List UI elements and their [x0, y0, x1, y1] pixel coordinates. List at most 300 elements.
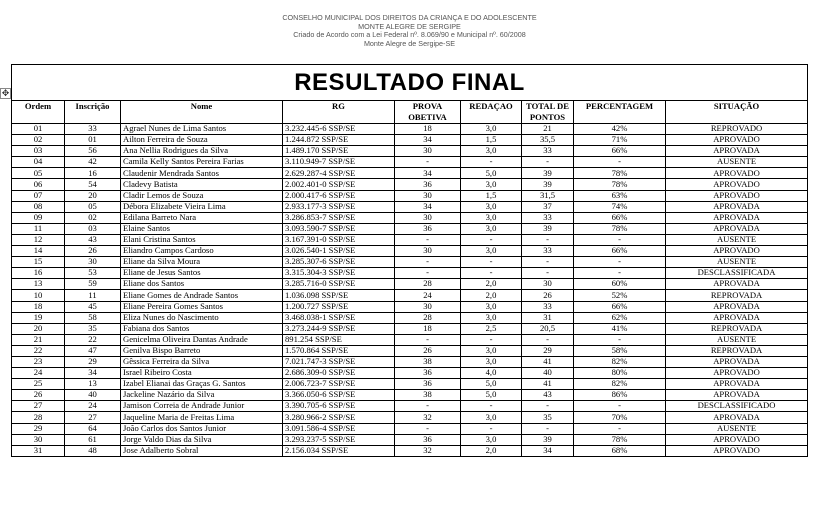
- cell-nome: Eliane de Jesus Santos: [121, 268, 283, 279]
- cell-rg: 3.273.244-9 SSP/SE: [283, 323, 395, 334]
- cell-percentagem: 62%: [574, 312, 666, 323]
- cell-rg: 2.156.034 SSP/SE: [283, 445, 395, 456]
- cell-situacao: APROVADA: [666, 412, 808, 423]
- cell-prova: 30: [395, 190, 461, 201]
- header-legal-basis: Criado de Acordo com a Lei Federal nº. 8.069/90 e Municipal nº. 60/2008: [293, 30, 526, 40]
- cell-rg: 3.286.853-7 SSP/SE: [283, 212, 395, 223]
- cell-redacao: 3,0: [461, 212, 522, 223]
- table-row: [12, 146, 808, 157]
- cell-rg: 1.570.864 SSP/SE: [283, 345, 395, 356]
- cell-prova: 28: [395, 279, 461, 290]
- table-row: [12, 301, 808, 312]
- cell-situacao: APROVADO: [666, 179, 808, 190]
- cell-ordem: 20: [12, 323, 65, 334]
- cell-redacao: 3,0: [461, 356, 522, 367]
- cell-ordem: 28: [12, 412, 65, 423]
- cell-rg: 1.036.098 SSP/SE: [283, 290, 395, 301]
- cell-situacao: APROVADA: [666, 223, 808, 234]
- cell-ordem: 03: [12, 146, 65, 157]
- cell-ordem: 07: [12, 190, 65, 201]
- table-row: [12, 345, 808, 356]
- document-header: [0, 14, 819, 48]
- cell-nome: Genilva Bispo Barreto: [121, 345, 283, 356]
- cell-ordem: 10: [12, 290, 65, 301]
- cell-redacao: 2,0: [461, 279, 522, 290]
- cell-prova: 36: [395, 368, 461, 379]
- cell-nome: Cladir Lemos de Souza: [121, 190, 283, 201]
- header-municipality: MONTE ALEGRE DE SERGIPE: [358, 21, 461, 31]
- cell-total: 39: [522, 434, 574, 445]
- cell-ordem: 24: [12, 368, 65, 379]
- cell-nome: Débora Elizabete Vieira Lima: [121, 201, 283, 212]
- table-row: [12, 390, 808, 401]
- cell-ordem: 26: [12, 390, 65, 401]
- cell-percentagem: 66%: [574, 212, 666, 223]
- cell-ordem: 13: [12, 279, 65, 290]
- cell-inscricao: 05: [65, 201, 121, 212]
- cell-nome: Eliane Gomes de Andrade Santos: [121, 290, 283, 301]
- cell-percentagem: 66%: [574, 146, 666, 157]
- cell-total: -: [522, 268, 574, 279]
- cell-redacao: 3,0: [461, 345, 522, 356]
- column-header-prova: PROVA OBETIVA: [395, 101, 461, 124]
- column-header-ordem: Ordem: [12, 101, 65, 124]
- table-row: [12, 412, 808, 423]
- cell-percentagem: 41%: [574, 323, 666, 334]
- cell-total: 31,5: [522, 190, 574, 201]
- cell-prova: -: [395, 157, 461, 168]
- cell-prova: 18: [395, 323, 461, 334]
- column-header-nome: Nome: [121, 101, 283, 124]
- cell-nome: Eliane Pereira Gomes Santos: [121, 301, 283, 312]
- cell-prova: 34: [395, 201, 461, 212]
- cell-inscricao: 02: [65, 212, 121, 223]
- cell-total: 39: [522, 223, 574, 234]
- cell-nome: Israel Ribeiro Costa: [121, 368, 283, 379]
- cell-total: 29: [522, 345, 574, 356]
- cell-total: -: [522, 334, 574, 345]
- cell-nome: Edilana Barreto Nara: [121, 212, 283, 223]
- cell-prova: -: [395, 401, 461, 412]
- cell-total: 21: [522, 124, 574, 135]
- cell-rg: 2.686.309-0 SSP/SE: [283, 368, 395, 379]
- cell-inscricao: 42: [65, 157, 121, 168]
- cell-rg: 1.489.170 SSP/SE: [283, 146, 395, 157]
- cell-ordem: 11: [12, 223, 65, 234]
- cell-percentagem: 70%: [574, 412, 666, 423]
- page-title: RESULTADO FINAL: [12, 65, 808, 101]
- cell-inscricao: 27: [65, 412, 121, 423]
- cell-total: 33: [522, 246, 574, 257]
- cell-ordem: 30: [12, 434, 65, 445]
- cell-nome: Jaqueline Maria de Freitas Lima: [121, 412, 283, 423]
- cell-redacao: 3,0: [461, 223, 522, 234]
- cell-redacao: 1,5: [461, 135, 522, 146]
- cell-percentagem: 78%: [574, 434, 666, 445]
- cell-ordem: 09: [12, 212, 65, 223]
- cell-situacao: DESCLASSIFICADO: [666, 401, 808, 412]
- cell-situacao: APROVADA: [666, 356, 808, 367]
- cell-nome: João Carlos dos Santos Junior: [121, 423, 283, 434]
- cell-nome: Eliandro Campos Cardoso: [121, 246, 283, 257]
- cell-rg: 3.091.586-4 SSP/SE: [283, 423, 395, 434]
- cell-percentagem: 86%: [574, 390, 666, 401]
- cell-redacao: 3,0: [461, 179, 522, 190]
- cell-inscricao: 01: [65, 135, 121, 146]
- cell-nome: Gêssica Ferreira da Silva: [121, 356, 283, 367]
- cell-redacao: -: [461, 234, 522, 245]
- cell-situacao: APROVADO: [666, 135, 808, 146]
- cell-percentagem: -: [574, 234, 666, 245]
- cell-prova: -: [395, 234, 461, 245]
- table-row: [12, 312, 808, 323]
- cell-percentagem: -: [574, 268, 666, 279]
- table-row: [12, 379, 808, 390]
- cell-percentagem: 66%: [574, 246, 666, 257]
- cell-situacao: APROVADA: [666, 201, 808, 212]
- cell-nome: Eliane da Silva Moura: [121, 257, 283, 268]
- cell-inscricao: 35: [65, 323, 121, 334]
- cell-situacao: APROVADO: [666, 246, 808, 257]
- cell-redacao: -: [461, 157, 522, 168]
- table-row: [12, 368, 808, 379]
- cell-percentagem: 80%: [574, 368, 666, 379]
- cell-situacao: REPROVADA: [666, 290, 808, 301]
- cell-prova: -: [395, 423, 461, 434]
- cell-percentagem: -: [574, 334, 666, 345]
- cell-rg: 1.244.872 SSP/SE: [283, 135, 395, 146]
- cell-redacao: 5,0: [461, 379, 522, 390]
- cell-percentagem: 66%: [574, 301, 666, 312]
- cell-rg: 1.200.727 SSP/SE: [283, 301, 395, 312]
- cell-prova: 30: [395, 146, 461, 157]
- cell-situacao: APROVADA: [666, 146, 808, 157]
- cell-nome: Genicelma Oliveira Dantas Andrade: [121, 334, 283, 345]
- cell-prova: 28: [395, 312, 461, 323]
- column-header-redacao: REDAÇAO: [461, 101, 522, 124]
- cell-rg: 3.285.716-0 SSP/SE: [283, 279, 395, 290]
- cell-rg: 7.021.747-3 SSP/SE: [283, 356, 395, 367]
- cell-situacao: APROVADO: [666, 168, 808, 179]
- cell-prova: -: [395, 334, 461, 345]
- table-row: [12, 279, 808, 290]
- cell-total: 30: [522, 279, 574, 290]
- cell-redacao: -: [461, 334, 522, 345]
- cell-redacao: -: [461, 423, 522, 434]
- cell-total: 41: [522, 379, 574, 390]
- cell-redacao: 3,0: [461, 412, 522, 423]
- table-row: [12, 212, 808, 223]
- cell-ordem: 08: [12, 201, 65, 212]
- cell-percentagem: 82%: [574, 379, 666, 390]
- cell-inscricao: 43: [65, 234, 121, 245]
- cell-nome: Fabiana dos Santos: [121, 323, 283, 334]
- cell-ordem: 27: [12, 401, 65, 412]
- cell-redacao: 3,0: [461, 246, 522, 257]
- cell-total: -: [522, 157, 574, 168]
- cell-prova: 30: [395, 246, 461, 257]
- table-row: [12, 135, 808, 146]
- cell-prova: 36: [395, 179, 461, 190]
- cell-prova: 34: [395, 135, 461, 146]
- cell-redacao: 2,5: [461, 323, 522, 334]
- cell-rg: 3.280.966-2 SSP/SE: [283, 412, 395, 423]
- cell-percentagem: 78%: [574, 179, 666, 190]
- cell-prova: -: [395, 268, 461, 279]
- cell-redacao: 3,0: [461, 124, 522, 135]
- cell-prova: 38: [395, 390, 461, 401]
- cell-situacao: REPROVADO: [666, 124, 808, 135]
- cell-percentagem: 58%: [574, 345, 666, 356]
- cell-total: 39: [522, 168, 574, 179]
- cell-percentagem: 63%: [574, 190, 666, 201]
- cell-rg: 3.468.038-1 SSP/SE: [283, 312, 395, 323]
- table-header-row: [12, 101, 808, 124]
- cell-situacao: APROVADO: [666, 445, 808, 456]
- cell-ordem: 19: [12, 312, 65, 323]
- table-row: [12, 445, 808, 456]
- cell-situacao: APROVADO: [666, 434, 808, 445]
- cell-situacao: AUSENTE: [666, 157, 808, 168]
- cell-percentagem: -: [574, 257, 666, 268]
- cell-total: 31: [522, 312, 574, 323]
- cell-ordem: 18: [12, 301, 65, 312]
- cell-percentagem: 68%: [574, 445, 666, 456]
- cell-inscricao: 48: [65, 445, 121, 456]
- table-row: [12, 356, 808, 367]
- table-row: [12, 190, 808, 201]
- cell-total: 33: [522, 212, 574, 223]
- cell-redacao: 3,0: [461, 146, 522, 157]
- cell-prova: 36: [395, 434, 461, 445]
- cell-situacao: AUSENTE: [666, 423, 808, 434]
- column-header-percentagem: PERCENTAGEM: [574, 101, 666, 124]
- cell-nome: Elaine Santos: [121, 223, 283, 234]
- table-row: [12, 423, 808, 434]
- cell-nome: Camila Kelly Santos Pereira Farias: [121, 157, 283, 168]
- cell-percentagem: -: [574, 423, 666, 434]
- cell-nome: Jackeline Nazário da Silva: [121, 390, 283, 401]
- cell-total: 35: [522, 412, 574, 423]
- cell-nome: Ailton Ferreira de Souza: [121, 135, 283, 146]
- table-row: [12, 257, 808, 268]
- cell-inscricao: 30: [65, 257, 121, 268]
- cell-total: 34: [522, 445, 574, 456]
- cell-inscricao: 20: [65, 190, 121, 201]
- cell-redacao: 3,0: [461, 201, 522, 212]
- cell-percentagem: 42%: [574, 124, 666, 135]
- cell-redacao: -: [461, 268, 522, 279]
- cell-total: -: [522, 401, 574, 412]
- cell-prova: -: [395, 257, 461, 268]
- cell-total: 39: [522, 179, 574, 190]
- cell-situacao: APROVADA: [666, 312, 808, 323]
- cell-total: 43: [522, 390, 574, 401]
- cell-rg: 3.026.540-1 SSP/SE: [283, 246, 395, 257]
- cell-rg: 2.933.177-3 SSP/SE: [283, 201, 395, 212]
- cell-situacao: AUSENTE: [666, 334, 808, 345]
- cell-prova: 38: [395, 356, 461, 367]
- cell-percentagem: -: [574, 401, 666, 412]
- cell-situacao: REPROVADA: [666, 323, 808, 334]
- table-row: [12, 290, 808, 301]
- cell-inscricao: 34: [65, 368, 121, 379]
- cell-ordem: 14: [12, 246, 65, 257]
- cell-rg: 3.315.304-3 SSP/SE: [283, 268, 395, 279]
- column-header-rg: RG: [283, 101, 395, 124]
- cell-total: 20,5: [522, 323, 574, 334]
- cell-rg: 3.390.705-6 SSP/SE: [283, 401, 395, 412]
- cell-inscricao: 47: [65, 345, 121, 356]
- cell-ordem: 23: [12, 356, 65, 367]
- cell-inscricao: 56: [65, 146, 121, 157]
- cell-inscricao: 26: [65, 246, 121, 257]
- cell-redacao: 4,0: [461, 368, 522, 379]
- cell-ordem: 15: [12, 257, 65, 268]
- cell-situacao: APROVADO: [666, 190, 808, 201]
- cell-prova: 36: [395, 379, 461, 390]
- results-table: [11, 64, 808, 457]
- cell-total: 33: [522, 301, 574, 312]
- cell-inscricao: 22: [65, 334, 121, 345]
- cell-prova: 18: [395, 124, 461, 135]
- cell-percentagem: -: [574, 157, 666, 168]
- table-body: [12, 124, 808, 457]
- table-row: [12, 323, 808, 334]
- cell-total: -: [522, 257, 574, 268]
- cell-nome: Jamison Correia de Andrade Junior: [121, 401, 283, 412]
- cell-total: 33: [522, 146, 574, 157]
- cell-nome: Elani Cristina Santos: [121, 234, 283, 245]
- cell-ordem: 22: [12, 345, 65, 356]
- cell-rg: 2.629.287-4 SSP/SE: [283, 168, 395, 179]
- cell-inscricao: 53: [65, 268, 121, 279]
- cell-rg: 3.232.445-6 SSP/SE: [283, 124, 395, 135]
- cell-rg: 3.110.949-7 SSP/SE: [283, 157, 395, 168]
- cell-redacao: 1,5: [461, 190, 522, 201]
- cell-nome: Claudenir Mendrada Santos: [121, 168, 283, 179]
- table-row: [12, 246, 808, 257]
- cell-ordem: 05: [12, 168, 65, 179]
- cell-situacao: AUSENTE: [666, 234, 808, 245]
- cell-inscricao: 61: [65, 434, 121, 445]
- cell-percentagem: 78%: [574, 168, 666, 179]
- cell-prova: 34: [395, 168, 461, 179]
- cell-redacao: 2,0: [461, 290, 522, 301]
- cell-rg: 3.366.050-6 SSP/SE: [283, 390, 395, 401]
- cell-rg: 2.000.417-6 SSP/SE: [283, 190, 395, 201]
- table-row: [12, 179, 808, 190]
- cell-rg: 891.254 SSP/SE: [283, 334, 395, 345]
- column-header-inscricao: Inscrição: [65, 101, 121, 124]
- cell-nome: Izabel Elianai das Graças G. Santos: [121, 379, 283, 390]
- cell-ordem: 02: [12, 135, 65, 146]
- cell-inscricao: 03: [65, 223, 121, 234]
- cell-inscricao: 40: [65, 390, 121, 401]
- cell-ordem: 16: [12, 268, 65, 279]
- cell-nome: Eliane dos Santos: [121, 279, 283, 290]
- cell-situacao: APROVADA: [666, 390, 808, 401]
- cell-total: 37: [522, 201, 574, 212]
- cell-nome: Eliza Nunes do Nascimento: [121, 312, 283, 323]
- table-row: [12, 234, 808, 245]
- table-row: [12, 401, 808, 412]
- cell-redacao: 5,0: [461, 390, 522, 401]
- cell-prova: 26: [395, 345, 461, 356]
- cell-rg: 3.093.590-7 SSP/SE: [283, 223, 395, 234]
- cell-ordem: 04: [12, 157, 65, 168]
- cell-ordem: 29: [12, 423, 65, 434]
- table-row: [12, 223, 808, 234]
- header-location: Monte Alegre de Sergipe-SE: [363, 38, 456, 48]
- cell-ordem: 21: [12, 334, 65, 345]
- cell-rg: 3.167.391-0 SSP/SE: [283, 234, 395, 245]
- cell-redacao: 5,0: [461, 168, 522, 179]
- cell-total: -: [522, 423, 574, 434]
- cell-total: 41: [522, 356, 574, 367]
- cell-nome: Ana Nellia Rodrigues da Silva: [121, 146, 283, 157]
- cell-inscricao: 54: [65, 179, 121, 190]
- cell-ordem: 01: [12, 124, 65, 135]
- cell-situacao: DESCLASSIFICADA: [666, 268, 808, 279]
- cell-prova: 30: [395, 301, 461, 312]
- table-row: [12, 124, 808, 135]
- cell-inscricao: 58: [65, 312, 121, 323]
- cell-prova: 24: [395, 290, 461, 301]
- cell-prova: 32: [395, 445, 461, 456]
- header-council-name: CONSELHO MUNICIPAL DOS DIREITOS DA CRIANÇA E DO ADOLESCENTE: [282, 13, 537, 22]
- cell-inscricao: 59: [65, 279, 121, 290]
- cell-redacao: 3,0: [461, 312, 522, 323]
- column-header-situacao: SITUAÇÃO: [666, 101, 808, 124]
- cell-redacao: 3,0: [461, 434, 522, 445]
- cell-situacao: AUSENTE: [666, 257, 808, 268]
- cell-situacao: REPROVADA: [666, 345, 808, 356]
- cell-rg: 2.006.723-7 SSP/SE: [283, 379, 395, 390]
- cell-situacao: APROVADA: [666, 212, 808, 223]
- cell-total: -: [522, 234, 574, 245]
- table-row: [12, 268, 808, 279]
- cell-total: 35,5: [522, 135, 574, 146]
- cell-ordem: 12: [12, 234, 65, 245]
- cell-prova: 30: [395, 212, 461, 223]
- cell-inscricao: 24: [65, 401, 121, 412]
- cell-nome: Agrael Nunes de Lima Santos: [121, 124, 283, 135]
- cell-percentagem: 60%: [574, 279, 666, 290]
- cell-redacao: 2,0: [461, 445, 522, 456]
- cell-redacao: -: [461, 257, 522, 268]
- table-move-handle-icon[interactable]: ✥: [1, 89, 10, 99]
- cell-total: 40: [522, 368, 574, 379]
- cell-inscricao: 29: [65, 356, 121, 367]
- cell-percentagem: 71%: [574, 135, 666, 146]
- cell-inscricao: 33: [65, 124, 121, 135]
- cell-prova: 32: [395, 412, 461, 423]
- cell-situacao: APROVADA: [666, 379, 808, 390]
- column-header-total: TOTAL DE PONTOS: [522, 101, 574, 124]
- cell-prova: 36: [395, 223, 461, 234]
- cell-situacao: APROVADA: [666, 279, 808, 290]
- cell-inscricao: 16: [65, 168, 121, 179]
- cell-percentagem: 82%: [574, 356, 666, 367]
- cell-inscricao: 11: [65, 290, 121, 301]
- cell-inscricao: 64: [65, 423, 121, 434]
- cell-total: 26: [522, 290, 574, 301]
- table-row: [12, 168, 808, 179]
- cell-ordem: 31: [12, 445, 65, 456]
- table-row: [12, 334, 808, 345]
- cell-percentagem: 52%: [574, 290, 666, 301]
